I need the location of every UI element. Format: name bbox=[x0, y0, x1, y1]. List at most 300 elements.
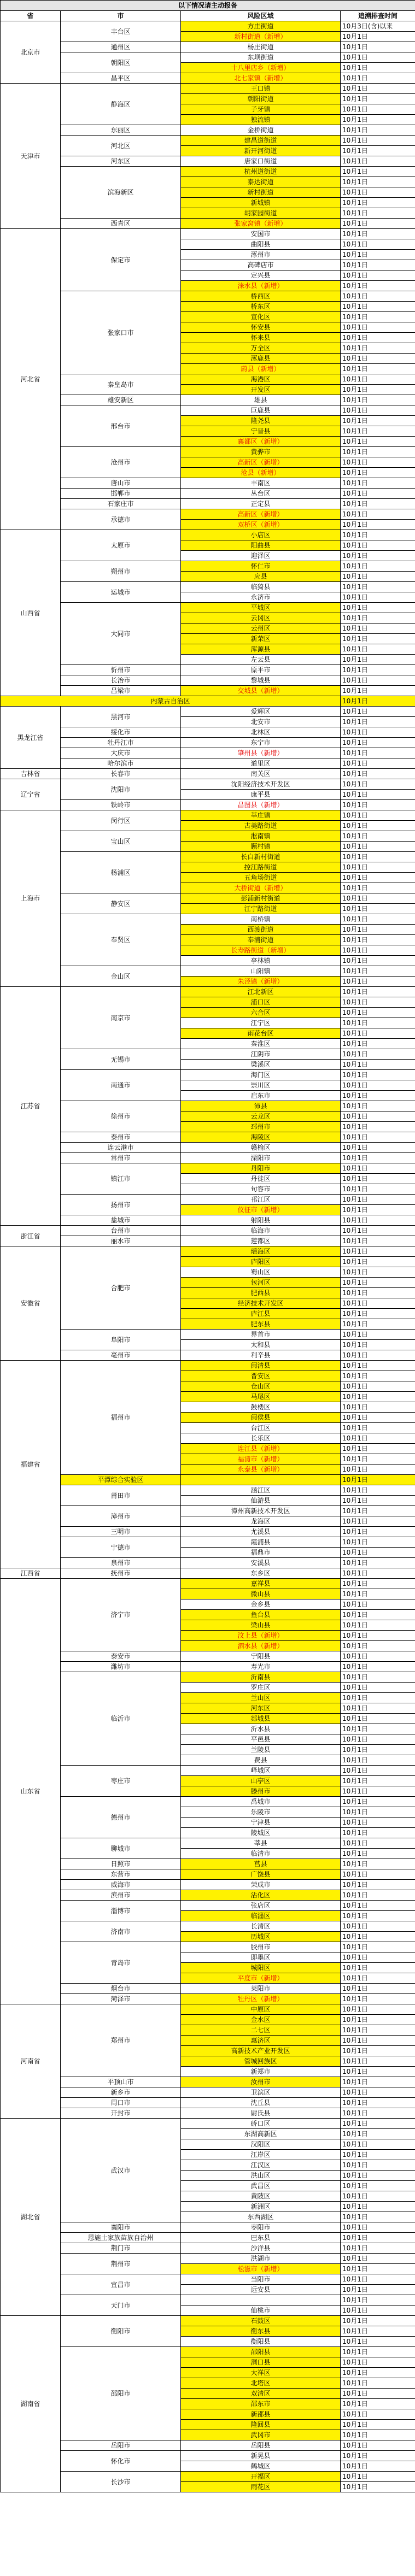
table-row bbox=[1, 1766, 415, 1776]
table-row bbox=[1, 582, 415, 592]
area-cell: 北林区 bbox=[181, 727, 341, 738]
date-cell: 10月1日 bbox=[341, 509, 415, 520]
table-row bbox=[1, 769, 415, 779]
date-cell: 10月1日 bbox=[341, 1942, 415, 1952]
date-cell: 10月1日 bbox=[341, 530, 415, 540]
date-cell: 10月1日 bbox=[341, 1921, 415, 1932]
table-row bbox=[1, 21, 415, 32]
area-cell: 庐阳区 bbox=[181, 1257, 341, 1267]
date-cell: 10月1日 bbox=[341, 1672, 415, 1683]
date-cell: 10月1日 bbox=[341, 686, 415, 696]
area-cell: 安溪县 bbox=[181, 1558, 341, 1568]
table-row bbox=[1, 758, 415, 769]
area-cell: 平度市（新增） bbox=[181, 1973, 341, 1984]
date-cell: 10月1日 bbox=[341, 1683, 415, 1693]
area-cell: 六合区 bbox=[181, 1008, 341, 1018]
city-cell: 恩施土家族苗族自治州 bbox=[61, 2233, 181, 2243]
date-cell: 10月1日 bbox=[341, 1734, 415, 1745]
date-cell: 10月1日 bbox=[341, 603, 415, 613]
table-row bbox=[1, 219, 415, 229]
date-cell: 10月1日 bbox=[341, 1288, 415, 1298]
area-cell: 梁山县 bbox=[181, 1620, 341, 1631]
province-cell: 天津市 bbox=[1, 84, 61, 229]
date-cell: 10月1日 bbox=[341, 1911, 415, 1921]
area-cell: 山阳镇 bbox=[181, 966, 341, 977]
area-cell: 寿光市 bbox=[181, 1662, 341, 1672]
date-cell: 10月1日 bbox=[341, 2357, 415, 2368]
area-cell: 滕州市 bbox=[181, 1786, 341, 1797]
area-cell: 管城回族区 bbox=[181, 2056, 341, 2067]
area-cell: 启东市 bbox=[181, 1091, 341, 1101]
area-cell: 福清市（新增） bbox=[181, 1454, 341, 1465]
city-cell: 朝阳区 bbox=[61, 52, 181, 73]
date-cell: 10月1日 bbox=[341, 343, 415, 354]
city-cell: 南京市 bbox=[61, 987, 181, 1049]
area-cell: 双桥区（新增） bbox=[181, 520, 341, 530]
table-row bbox=[1, 1984, 415, 1994]
table-row bbox=[1, 395, 415, 405]
header-city: 市 bbox=[61, 11, 181, 21]
table-row bbox=[1, 1662, 415, 1672]
date-cell: 10月1日 bbox=[341, 1973, 415, 1984]
area-cell: 沙洋县 bbox=[181, 2243, 341, 2254]
date-cell: 10月1日 bbox=[341, 1381, 415, 1392]
date-cell: 10月1日 bbox=[341, 1392, 415, 1402]
date-cell: 10月1日 bbox=[341, 1008, 415, 1018]
area-cell: 高新区（新增） bbox=[181, 457, 341, 468]
table-row bbox=[1, 1475, 415, 1485]
area-cell: 崇川区 bbox=[181, 1080, 341, 1091]
date-cell: 10月1日 bbox=[341, 437, 415, 447]
city-cell: 襄阳市 bbox=[61, 2222, 181, 2233]
table-row bbox=[1, 1049, 415, 1060]
area-cell: 巨鹿县 bbox=[181, 405, 341, 416]
date-cell: 10月1日 bbox=[341, 2295, 415, 2306]
area-cell: 小店区 bbox=[181, 530, 341, 540]
date-cell: 10月1日 bbox=[341, 1402, 415, 1413]
date-cell: 10月1日 bbox=[341, 987, 415, 997]
table-row bbox=[1, 2108, 415, 2119]
city-cell: 大庆市 bbox=[61, 748, 181, 758]
area-cell: 兰陵县 bbox=[181, 1745, 341, 1755]
date-cell: 10月1日 bbox=[341, 904, 415, 914]
area-cell: 南桥镇 bbox=[181, 914, 341, 925]
date-cell: 10月1日 bbox=[341, 1371, 415, 1381]
area-cell: 黄陂区 bbox=[181, 2191, 341, 2202]
area-cell: 云龙区 bbox=[181, 1111, 341, 1122]
date-cell: 10月1日 bbox=[341, 2015, 415, 2025]
area-cell: 溧阳市 bbox=[181, 1153, 341, 1163]
table-row bbox=[1, 2004, 415, 2015]
table-row bbox=[1, 1838, 415, 1849]
area-cell: 蔚县（新增） bbox=[181, 364, 341, 374]
city-cell: 滨州市 bbox=[61, 1890, 181, 1901]
city-cell: 哈尔滨市 bbox=[61, 758, 181, 769]
date-cell: 10月1日 bbox=[341, 2004, 415, 2015]
city-cell: 金山区 bbox=[61, 966, 181, 987]
date-cell: 10月1日 bbox=[341, 42, 415, 52]
province-cell: 北京市 bbox=[1, 21, 61, 84]
area-cell: 永泰县（新增） bbox=[181, 1465, 341, 1475]
date-cell: 10月1日 bbox=[341, 104, 415, 115]
table-row bbox=[1, 738, 415, 748]
province-cell: 上海市 bbox=[1, 810, 61, 987]
area-cell: 莒县 bbox=[181, 1859, 341, 1869]
city-cell: 雄安新区 bbox=[61, 395, 181, 405]
area-cell: 惠济区 bbox=[181, 2036, 341, 2046]
area-cell: 沂南县 bbox=[181, 1672, 341, 1683]
date-cell: 10月1日 bbox=[341, 2440, 415, 2451]
province-cell: 江西省 bbox=[1, 1568, 61, 1579]
city-cell: 盐城市 bbox=[61, 1215, 181, 1226]
area-cell: 梁溪区 bbox=[181, 1060, 341, 1070]
date-cell: 10月1日 bbox=[341, 229, 415, 239]
area-cell: 新城镇 bbox=[181, 198, 341, 208]
table-row bbox=[1, 509, 415, 520]
city-cell: 绥化市 bbox=[61, 727, 181, 738]
date-cell: 10月1日 bbox=[341, 1703, 415, 1714]
city-cell: 新乡市 bbox=[61, 2087, 181, 2098]
date-cell: 10月1日 bbox=[341, 862, 415, 873]
table-row bbox=[1, 1226, 415, 1236]
date-cell: 10月1日 bbox=[341, 1454, 415, 1465]
city-cell: 忻州市 bbox=[61, 665, 181, 675]
area-cell: 临猗县 bbox=[181, 582, 341, 592]
date-cell: 10月1日 bbox=[341, 1631, 415, 1641]
date-cell: 10月1日 bbox=[341, 634, 415, 644]
area-cell: 微山县 bbox=[181, 1589, 341, 1599]
area-cell: 桥东区 bbox=[181, 302, 341, 312]
area-cell: 二七区 bbox=[181, 2025, 341, 2036]
area-cell: 方庄街道 bbox=[181, 21, 341, 32]
area-cell: 定兴县 bbox=[181, 270, 341, 281]
date-cell: 10月1日 bbox=[341, 2389, 415, 2399]
area-cell: 江岸区 bbox=[181, 2150, 341, 2160]
date-cell: 10月1日 bbox=[341, 2337, 415, 2347]
area-cell: 黎城县 bbox=[181, 675, 341, 686]
date-cell: 10月1日 bbox=[341, 1516, 415, 1527]
area-cell: 仙桃市 bbox=[181, 2306, 341, 2316]
table-row bbox=[1, 2347, 415, 2357]
area-cell: 交城县（新增） bbox=[181, 686, 341, 696]
area-cell: 昌图县（新增） bbox=[181, 800, 341, 810]
date-cell: 10月1日 bbox=[341, 1330, 415, 1340]
date-cell: 10月1日 bbox=[341, 1745, 415, 1755]
date-cell: 10月1日 bbox=[341, 551, 415, 561]
area-cell: 迎泽区 bbox=[181, 551, 341, 561]
city-cell: 无锡市 bbox=[61, 1049, 181, 1070]
date-cell: 10月1日 bbox=[341, 1433, 415, 1444]
date-cell: 10月1日 bbox=[341, 655, 415, 665]
area-cell: 新村街道（新增） bbox=[181, 32, 341, 42]
date-cell: 10月1日 bbox=[341, 73, 415, 84]
date-cell: 10月1日 bbox=[341, 364, 415, 374]
date-cell: 10月1日 bbox=[341, 2202, 415, 2212]
date-cell: 10月1日 bbox=[341, 2160, 415, 2171]
table-row bbox=[1, 1485, 415, 1496]
area-cell: 卫滨区 bbox=[181, 2087, 341, 2098]
table-row bbox=[1, 1942, 415, 1952]
date-cell: 10月1日 bbox=[341, 2025, 415, 2036]
date-cell: 10月1日 bbox=[341, 2368, 415, 2378]
city-cell: 日照市 bbox=[61, 1859, 181, 1869]
table-row bbox=[1, 1890, 415, 1901]
date-cell: 10月1日 bbox=[341, 478, 415, 489]
title-row bbox=[1, 1, 415, 11]
city-cell: 石家庄市 bbox=[61, 499, 181, 509]
date-cell: 10月1日 bbox=[341, 1444, 415, 1454]
date-cell: 10月1日 bbox=[341, 1018, 415, 1028]
date-cell: 10月1日 bbox=[341, 1589, 415, 1599]
area-cell: 朝阳街道 bbox=[181, 94, 341, 104]
date-cell: 10月1日 bbox=[341, 1662, 415, 1672]
area-cell: 金乡县 bbox=[181, 1599, 341, 1610]
city-cell: 秦皇岛市 bbox=[61, 374, 181, 395]
area-cell: 宣化区 bbox=[181, 312, 341, 322]
province-cell: 内蒙古自治区 bbox=[1, 696, 341, 707]
area-cell: 安国市 bbox=[181, 229, 341, 239]
date-cell: 10月1日 bbox=[341, 2098, 415, 2108]
area-cell: 平城区 bbox=[181, 603, 341, 613]
date-cell: 10月1日 bbox=[341, 1755, 415, 1766]
date-cell: 10月1日 bbox=[341, 1060, 415, 1070]
date-cell: 10月1日 bbox=[341, 1049, 415, 1060]
table-row bbox=[1, 1558, 415, 1568]
city-cell: 保定市 bbox=[61, 229, 181, 291]
table-row bbox=[1, 2222, 415, 2233]
date-cell: 10月1日 bbox=[341, 489, 415, 499]
area-cell: 太和县 bbox=[181, 1340, 341, 1350]
date-cell: 10月1日 bbox=[341, 1309, 415, 1319]
city-cell: 黑河市 bbox=[61, 707, 181, 727]
header-row bbox=[1, 11, 415, 21]
area-cell: 江北新区 bbox=[181, 987, 341, 997]
date-cell: 10月1日 bbox=[341, 2087, 415, 2098]
table-row bbox=[1, 1246, 415, 1257]
date-cell: 10月1日 bbox=[341, 1838, 415, 1849]
area-cell: 沾化区 bbox=[181, 1890, 341, 1901]
date-cell: 10月1日 bbox=[341, 1111, 415, 1122]
date-cell: 10月1日 bbox=[341, 1485, 415, 1496]
date-cell: 10月1日 bbox=[341, 1807, 415, 1818]
date-cell: 10月1日 bbox=[341, 136, 415, 146]
area-cell: 石鼓区 bbox=[181, 2316, 341, 2326]
area-cell: 高新区（新增） bbox=[181, 509, 341, 520]
date-cell: 10月1日 bbox=[341, 1153, 415, 1163]
date-cell: 10月1日 bbox=[341, 1028, 415, 1039]
city-cell: 荆门市 bbox=[61, 2243, 181, 2254]
table-row bbox=[1, 499, 415, 509]
date-cell: 10月1日 bbox=[341, 187, 415, 198]
city-cell: 莆田市 bbox=[61, 1485, 181, 1506]
date-cell: 10月1日 bbox=[341, 281, 415, 291]
area-cell: 莘县 bbox=[181, 1838, 341, 1849]
area-cell: 新洲区 bbox=[181, 2202, 341, 2212]
date-cell: 10月1日 bbox=[341, 717, 415, 727]
table-row bbox=[1, 84, 415, 94]
city-cell: 福州市 bbox=[61, 1361, 181, 1475]
city-cell: 淄博市 bbox=[61, 1901, 181, 1921]
table-row bbox=[1, 852, 415, 862]
area-cell: 奉浦街道 bbox=[181, 935, 341, 945]
area-cell: 金桥街道 bbox=[181, 125, 341, 136]
table-row bbox=[1, 1880, 415, 1890]
date-cell: 10月1日 bbox=[341, 572, 415, 582]
city-cell: 通州区 bbox=[61, 42, 181, 52]
table-title: 以下情况请主动报备 bbox=[1, 1, 415, 11]
date-cell: 10月1日 bbox=[341, 208, 415, 219]
table-row bbox=[1, 1215, 415, 1226]
date-cell: 10月1日 bbox=[341, 1548, 415, 1558]
table-row bbox=[1, 748, 415, 758]
date-cell: 10月1日 bbox=[341, 2306, 415, 2316]
date-cell: 10月1日 bbox=[341, 2108, 415, 2119]
area-cell: 句容市 bbox=[181, 1184, 341, 1195]
date-cell: 10月1日 bbox=[341, 1091, 415, 1101]
date-cell: 10月1日 bbox=[341, 914, 415, 925]
table-row bbox=[1, 156, 415, 167]
date-cell: 10月1日 bbox=[341, 2222, 415, 2233]
area-cell: 雄县 bbox=[181, 395, 341, 405]
date-cell: 10月1日 bbox=[341, 291, 415, 302]
table-row bbox=[1, 686, 415, 696]
city-cell: 衡阳市 bbox=[61, 2316, 181, 2347]
table-row bbox=[1, 800, 415, 810]
city-cell: 郑州市 bbox=[61, 2004, 181, 2077]
table-row bbox=[1, 125, 415, 136]
table-row bbox=[1, 1236, 415, 1246]
area-cell: 龙海区 bbox=[181, 1516, 341, 1527]
area-cell: 金水区 bbox=[181, 2015, 341, 2025]
city-cell: 朔州市 bbox=[61, 561, 181, 582]
date-cell: 10月1日 bbox=[341, 2067, 415, 2077]
area-cell: 岳阳县 bbox=[181, 2440, 341, 2451]
area-cell: 丛台区 bbox=[181, 489, 341, 499]
area-cell: 涿鹿县 bbox=[181, 354, 341, 364]
area-cell: 海门区 bbox=[181, 1070, 341, 1080]
area-cell: 云冈区 bbox=[181, 613, 341, 624]
city-cell: 邵阳市 bbox=[61, 2347, 181, 2440]
province-cell: 江苏省 bbox=[1, 987, 61, 1226]
province-cell: 吉林省 bbox=[1, 769, 61, 779]
date-cell: 10月1日 bbox=[341, 707, 415, 717]
area-cell: 历城区 bbox=[181, 1932, 341, 1942]
date-cell: 10月1日 bbox=[341, 1361, 415, 1371]
city-cell: 威海市 bbox=[61, 1880, 181, 1890]
date-cell: 10月1日 bbox=[341, 1246, 415, 1257]
table-row bbox=[1, 966, 415, 977]
area-cell: 原平市 bbox=[181, 665, 341, 675]
table-row bbox=[1, 1568, 415, 1579]
area-cell: 包河区 bbox=[181, 1278, 341, 1288]
city-cell: 宁德市 bbox=[61, 1537, 181, 1558]
area-cell: 经济技术开发区 bbox=[181, 1298, 341, 1309]
table-row bbox=[1, 1901, 415, 1911]
date-cell: 10月1日 bbox=[341, 2254, 415, 2264]
table-row bbox=[1, 1163, 415, 1174]
area-cell: 沈丘县 bbox=[181, 2098, 341, 2108]
city-cell: 三明市 bbox=[61, 1527, 181, 1537]
area-cell: 台江区 bbox=[181, 1423, 341, 1433]
date-cell: 10月1日 bbox=[341, 592, 415, 603]
date-cell: 10月1日 bbox=[341, 997, 415, 1008]
table-row bbox=[1, 1330, 415, 1340]
date-cell: 10月1日 bbox=[341, 1257, 415, 1267]
date-cell: 10月1日 bbox=[341, 1558, 415, 1568]
date-cell: 10月1日 bbox=[341, 2191, 415, 2202]
date-cell: 10月1日 bbox=[341, 1693, 415, 1703]
city-cell: 东丽区 bbox=[61, 125, 181, 136]
date-cell: 10月1日 bbox=[341, 2150, 415, 2160]
area-cell: 即墨区 bbox=[181, 1952, 341, 1963]
area-cell: 庐江县 bbox=[181, 1309, 341, 1319]
city-cell: 丽水市 bbox=[61, 1236, 181, 1246]
area-cell: 高碑店市 bbox=[181, 260, 341, 270]
table-row bbox=[1, 696, 415, 707]
area-cell: 东乡区 bbox=[181, 1568, 341, 1579]
area-cell: 顾村镇 bbox=[181, 842, 341, 852]
city-cell: 扬州市 bbox=[61, 1195, 181, 1215]
table-row bbox=[1, 42, 415, 52]
area-cell bbox=[181, 1475, 341, 1485]
date-cell: 10月1日 bbox=[341, 1278, 415, 1288]
city-cell: 镇江市 bbox=[61, 1163, 181, 1195]
area-cell: 怀来县 bbox=[181, 333, 341, 343]
area-cell: 荣成市 bbox=[181, 1880, 341, 1890]
table-row bbox=[1, 603, 415, 613]
date-cell: 10月1日 bbox=[341, 883, 415, 893]
date-cell: 10月1日 bbox=[341, 2181, 415, 2191]
date-cell: 10月1日 bbox=[341, 1298, 415, 1309]
city-cell: 台州市 bbox=[61, 1226, 181, 1236]
area-cell: 万全区 bbox=[181, 343, 341, 354]
area-cell: 峄城区 bbox=[181, 1766, 341, 1776]
area-cell: 新郑市 bbox=[181, 2067, 341, 2077]
area-cell: 张家窝镇（新增） bbox=[181, 219, 341, 229]
area-cell: 武冈市 bbox=[181, 2430, 341, 2440]
table-row bbox=[1, 561, 415, 572]
table-row bbox=[1, 2440, 415, 2451]
area-cell: 浑源县 bbox=[181, 644, 341, 655]
date-cell: 10月1日 bbox=[341, 457, 415, 468]
city-cell: 济南市 bbox=[61, 1921, 181, 1942]
date-cell: 10月1日 bbox=[341, 115, 415, 125]
area-cell: 晋安区 bbox=[181, 1371, 341, 1381]
table-row bbox=[1, 1672, 415, 1683]
city-cell: 静安区 bbox=[61, 893, 181, 914]
date-cell: 10月1日 bbox=[341, 52, 415, 63]
area-cell: 雨花台区 bbox=[181, 1028, 341, 1039]
header-area: 风险区域 bbox=[181, 11, 341, 21]
table-row bbox=[1, 478, 415, 489]
table-row bbox=[1, 136, 415, 146]
area-cell: 双清区 bbox=[181, 2389, 341, 2399]
date-cell: 10月1日 bbox=[341, 1610, 415, 1620]
area-cell: 肥东县 bbox=[181, 1319, 341, 1330]
area-cell: 控江路街道 bbox=[181, 862, 341, 873]
city-cell: 岳阳市 bbox=[61, 2440, 181, 2451]
date-cell: 10月1日 bbox=[341, 821, 415, 831]
date-cell: 10月1日 bbox=[341, 1184, 415, 1195]
area-cell: 新晃县 bbox=[181, 2451, 341, 2461]
city-cell: 大同市 bbox=[61, 603, 181, 665]
table-row bbox=[1, 2254, 415, 2264]
city-cell: 运城市 bbox=[61, 582, 181, 603]
area-cell: 建昌道街道 bbox=[181, 136, 341, 146]
city-cell: 杨浦区 bbox=[61, 852, 181, 893]
table-row bbox=[1, 2098, 415, 2108]
date-cell: 10月1日 bbox=[341, 270, 415, 281]
